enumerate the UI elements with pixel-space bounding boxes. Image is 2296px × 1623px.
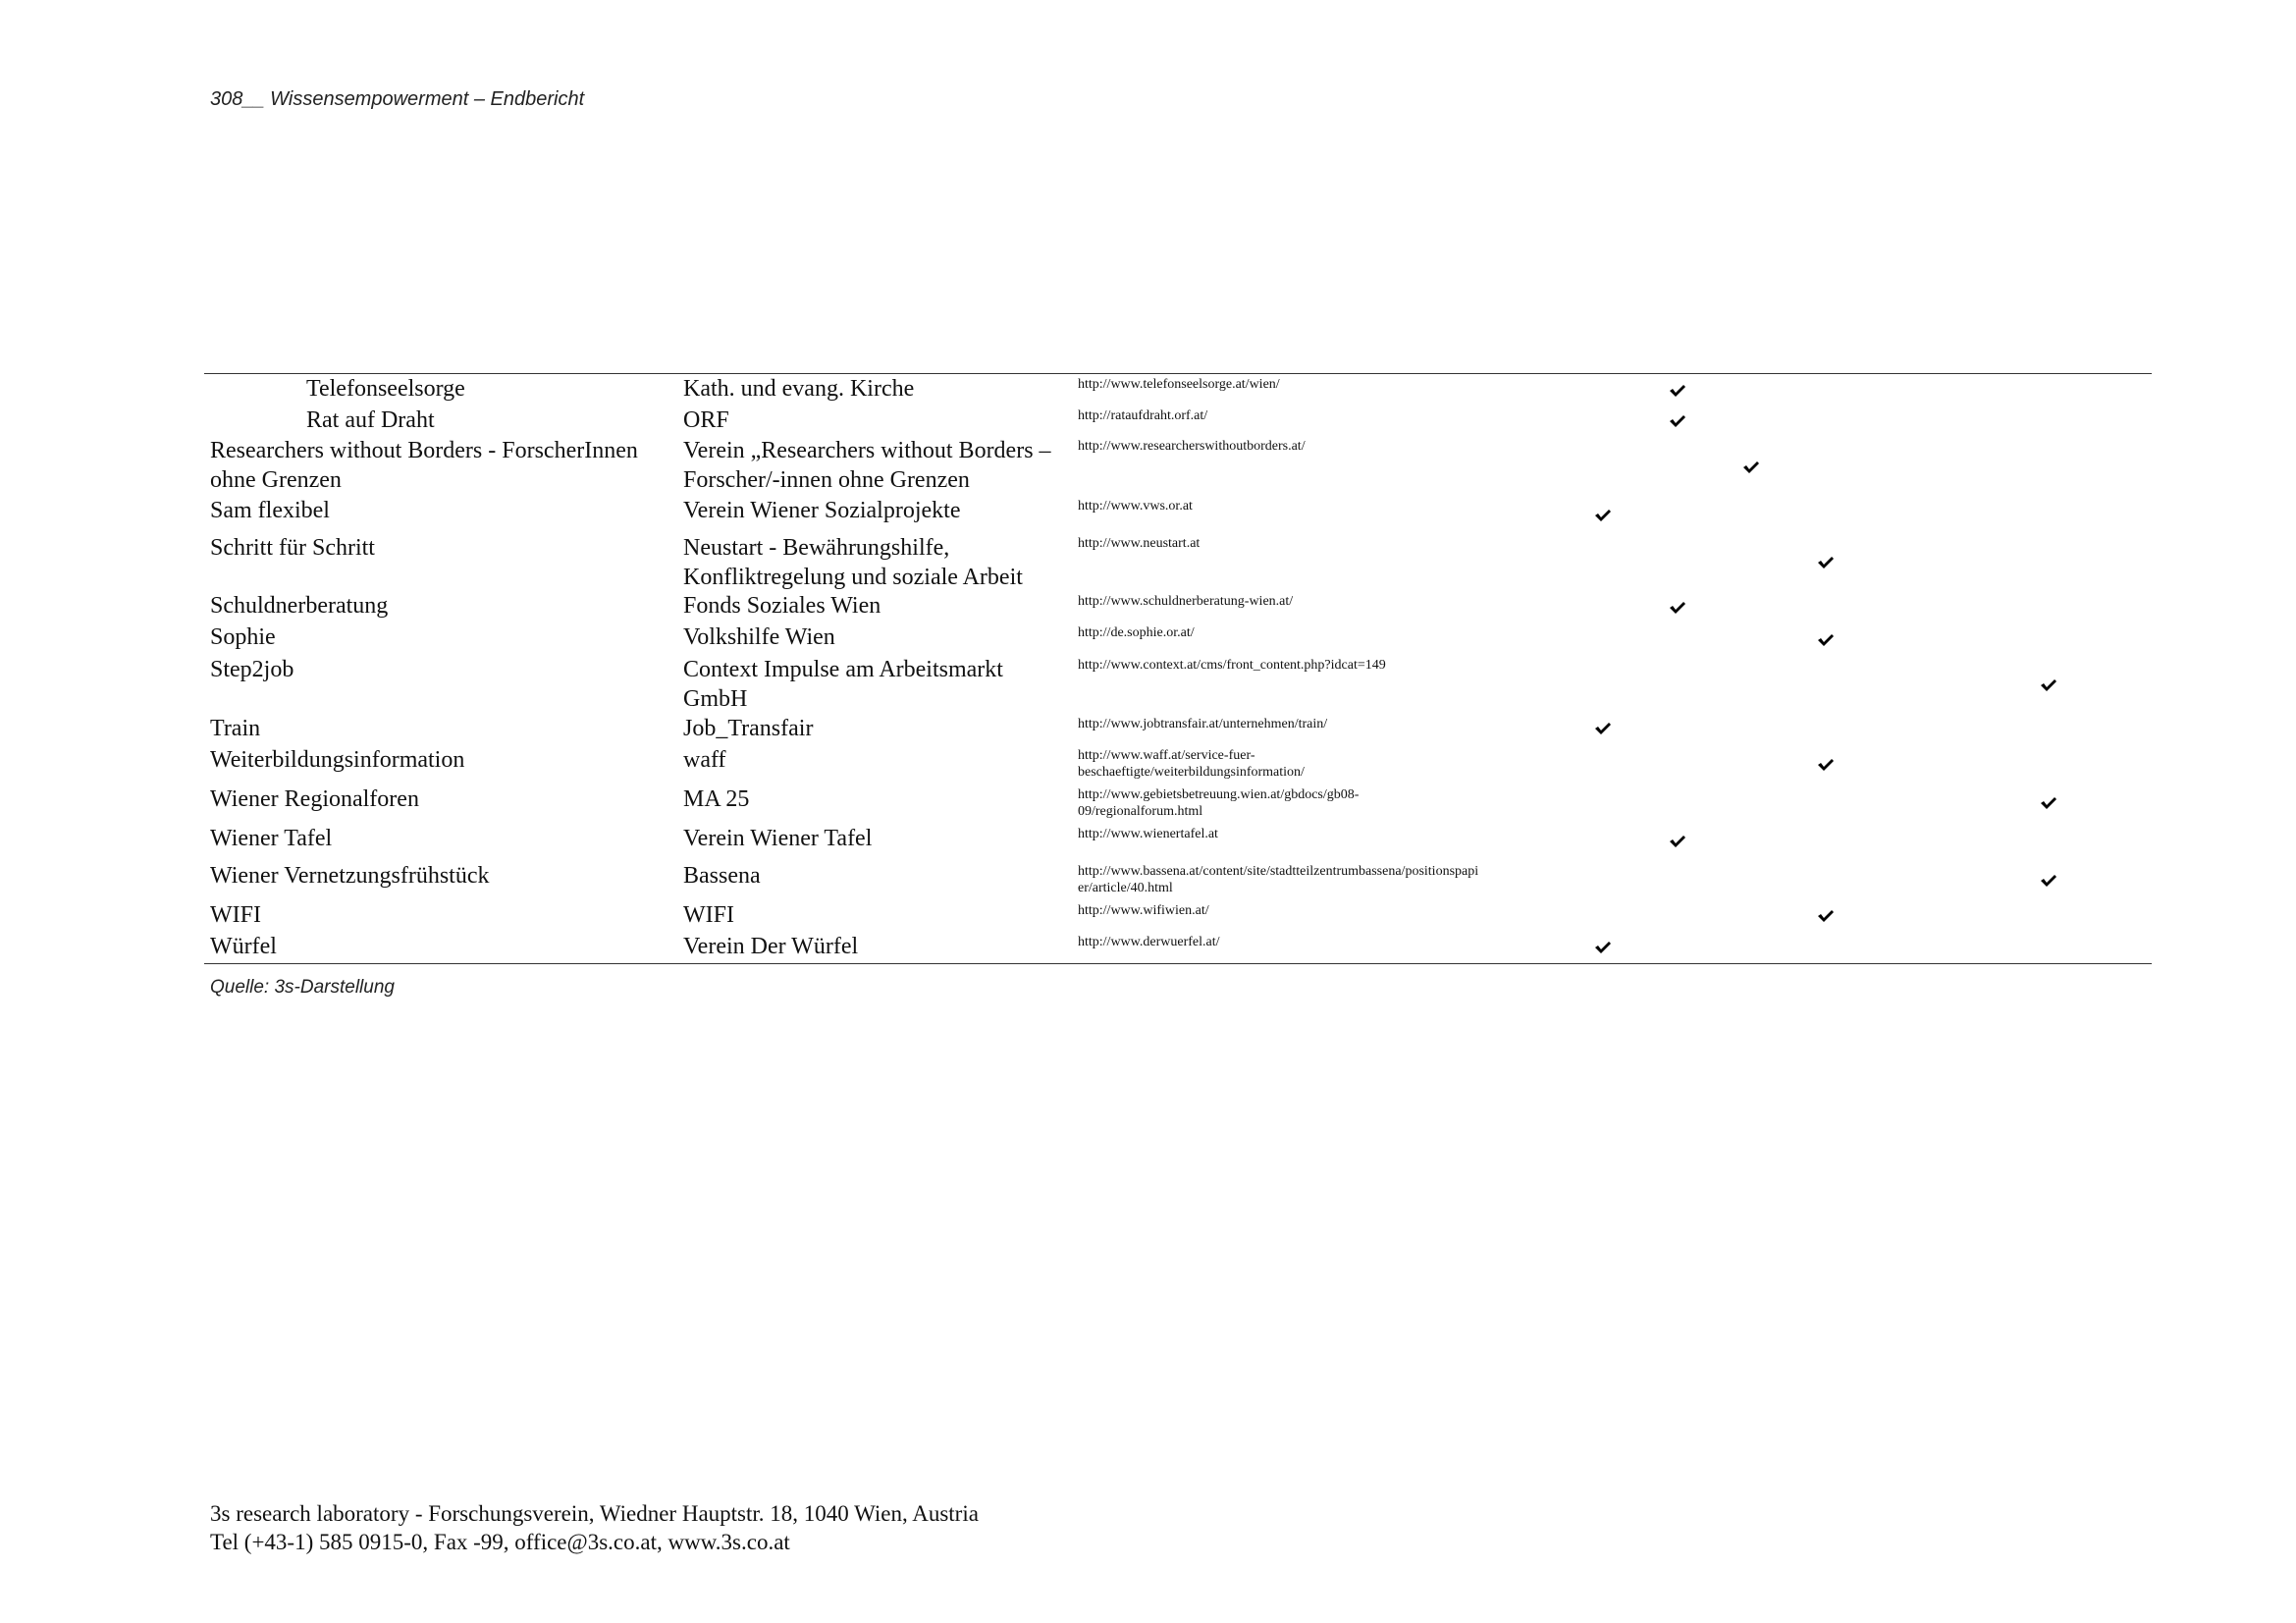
organization-name: Schuldnerberatung [210,593,389,619]
organization-url[interactable]: http://rataufdraht.orf.at/ [1078,408,1208,423]
organization-url[interactable]: http://www.bassena.at/content/site/stadtteilzentrumbassena/positionspapi er/article/40.html [1078,864,1479,895]
organization-url[interactable]: http://www.gebietsbetreuung.wien.at/gbdocs/gb08- 09/regionalforum.html [1078,787,1360,819]
checkmark-icon [1817,633,1835,647]
organization-url[interactable]: http://www.wifiwien.at/ [1078,903,1209,918]
organization-provider: Bassena [683,863,761,889]
checkmark-icon [1594,509,1612,522]
checkmark-icon [1817,909,1835,923]
checkmark-icon [1669,384,1686,398]
organization-provider: Verein Wiener Sozialprojekte [683,498,961,523]
checkmark-icon [2040,678,2057,692]
footer-address: 3s research laboratory - Forschungsverein, Wiedner Hauptstr. 18, 1040 Wien, Austria [210,1501,979,1526]
organization-name: Schritt für Schritt [210,535,375,561]
organization-url[interactable]: http://www.researcherswithoutborders.at/ [1078,439,1306,454]
checkmark-icon [1594,722,1612,735]
checkmark-icon [1669,601,1686,615]
footer-contact: Tel (+43-1) 585 0915-0, Fax -99, office@3s.co.at, www.3s.co.at [210,1530,790,1554]
organization-url[interactable]: http://www.wienertafel.at [1078,827,1218,841]
organization-url[interactable]: http://de.sophie.or.at/ [1078,625,1195,640]
organization-url[interactable]: http://www.context.at/cms/front_content.php?idcat=149 [1078,658,1386,673]
organization-url[interactable]: http://www.derwuerfel.at/ [1078,935,1220,949]
checkmark-icon [1594,941,1612,954]
organization-provider: Verein „Researchers without Borders – Forscher/-innen ohne Grenzen [683,438,1051,493]
organization-url[interactable]: http://www.vws.or.at [1078,499,1193,514]
organization-name: Researchers without Borders - ForscherInnen ohne Grenzen [210,438,638,493]
organization-provider: WIFI [683,902,734,928]
organization-name: Wiener Regionalforen [210,786,419,812]
organization-provider: Fonds Soziales Wien [683,593,881,619]
checkmark-icon [2040,874,2057,888]
organization-url[interactable]: http://www.neustart.at [1078,536,1201,551]
checkmark-icon [1742,460,1760,474]
organization-url[interactable]: http://www.schuldnerberatung-wien.at/ [1078,594,1294,609]
organization-provider: Volkshilfe Wien [683,624,835,650]
organization-name: Train [210,716,261,741]
organization-name: Rat auf Draht [306,407,435,433]
organization-name: Step2job [210,657,294,682]
organization-provider: MA 25 [683,786,750,812]
checkmark-icon [1669,835,1686,848]
table-top-rule [204,373,2152,374]
checkmark-icon [1817,556,1835,569]
organization-url[interactable]: http://www.waff.at/service-fuer- beschaeftigte/weiterbildungsinformation/ [1078,748,1305,780]
organization-provider: Job_Transfair [683,716,814,741]
organization-provider: Verein Wiener Tafel [683,826,873,851]
checkmark-icon [1669,414,1686,428]
organization-provider: waff [683,747,726,773]
organization-name: Sophie [210,624,276,650]
organization-provider: Kath. und evang. Kirche [683,376,915,402]
organization-provider: Context Impulse am Arbeitsmarkt GmbH [683,657,1003,712]
organization-provider: ORF [683,407,729,433]
organization-url[interactable]: http://www.jobtransfair.at/unternehmen/train/ [1078,717,1328,731]
checkmark-icon [2040,796,2057,810]
page-footer [210,1499,979,1556]
organization-name: Weiterbildungsinformation [210,747,465,773]
organization-provider: Neustart - Bewährungshilfe, Konfliktregelung und soziale Arbeit [683,535,1023,590]
organization-name: Wiener Vernetzungsfrühstück [210,863,490,889]
page-header: 308__ Wissensempowerment – Endbericht [210,88,585,110]
organization-name: WIFI [210,902,261,928]
checkmark-icon [1817,758,1835,772]
source-note: Quelle: 3s-Darstellung [210,977,395,998]
organization-provider: Verein Der Würfel [683,934,859,959]
organization-name: Wiener Tafel [210,826,333,851]
organization-name: Würfel [210,934,277,959]
organization-name: Sam flexibel [210,498,330,523]
organization-url[interactable]: http://www.telefonseelsorge.at/wien/ [1078,377,1280,392]
organization-name: Telefonseelsorge [306,376,465,402]
table-bottom-rule [204,963,2152,964]
